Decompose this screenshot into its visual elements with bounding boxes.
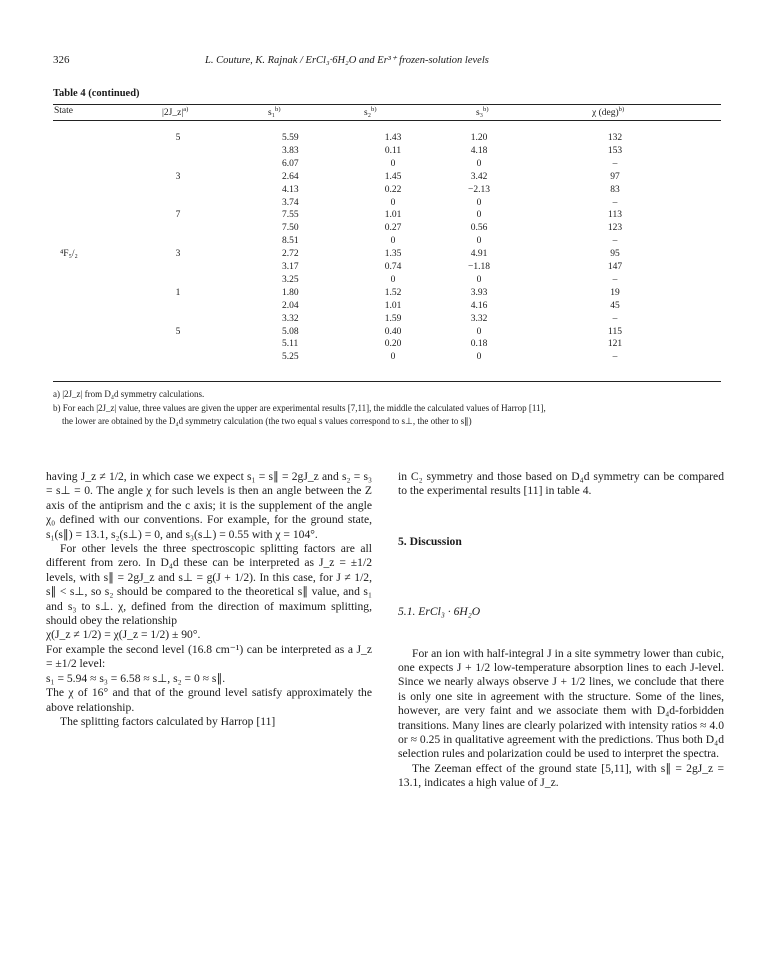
table-row xyxy=(0,172,771,185)
table-cell-chi: 97 xyxy=(610,171,620,182)
table-cell-s1: 8.51 xyxy=(282,236,299,247)
table-row xyxy=(0,327,771,340)
table-cell-chi: 123 xyxy=(607,223,623,234)
left-paragraph-2: For other levels the three spectroscopic splitting factors are all different from zero. In D₄d these can be interpreted as J_z = ±1/2 levels, with s∥ = 2gJ_z and s⊥ = g(J + 1/2). In this case, for J ≠ 1/2, s∥ < s⊥, so s₂ should be compared to the theoretical s∥ value, and s₁ and s₃ to s⊥. χ, defined from the direction of maximum splitting, should obey the relationship xyxy=(46,542,372,628)
table-row xyxy=(0,133,771,146)
table-cell-s2: 1.52 xyxy=(384,287,402,298)
table-cell-j: 5 xyxy=(175,326,181,337)
right-column xyxy=(398,470,724,791)
table-cell-s1: 2.72 xyxy=(282,249,299,260)
table-footnote-b-cont: the lower are obtained by the D₄d symmetry calculation (the two equal s values correspond to s⊥, the other to s∥) xyxy=(62,416,472,426)
subsection-heading: 5.1. ErCl₃ · 6H₂O xyxy=(398,605,481,619)
column-header-s1: s₁$^{b)}$ xyxy=(268,106,281,119)
table-cell-s1: 2.64 xyxy=(282,171,299,182)
table-cell-s1: 3.25 xyxy=(282,274,299,285)
table-cell-s3: 0 xyxy=(476,210,482,221)
table-cell-s3: 4.91 xyxy=(470,249,488,260)
table-row xyxy=(0,275,771,288)
table-cell-s3: 3.93 xyxy=(470,287,488,298)
table-cell-s2: 1.59 xyxy=(384,313,402,324)
table-row xyxy=(0,146,771,159)
table-cell-s1: 1.80 xyxy=(282,287,299,298)
table-row xyxy=(0,223,771,236)
table-cell-s3: 0 xyxy=(476,197,482,208)
left-paragraph-5: The splitting factors calculated by Harrop [11] xyxy=(60,714,276,728)
table-caption: Table 4 (continued) xyxy=(53,88,140,99)
table-cell-s3: −2.13 xyxy=(468,184,490,195)
table-cell-s3: 0.56 xyxy=(470,223,488,234)
table-cell-chi: 113 xyxy=(608,210,622,221)
table-row xyxy=(0,301,771,314)
table-row xyxy=(0,288,771,301)
table-row xyxy=(0,185,771,198)
table-cell-s2: 0 xyxy=(390,274,396,285)
table-header-rule xyxy=(53,120,721,121)
equation-second-level: s₁ = 5.94 ≈ s₃ = 6.58 ≈ s⊥, s₂ = 0 ≈ s∥. xyxy=(46,671,226,685)
table-cell-s1: 6.07 xyxy=(282,158,299,169)
running-header: L. Couture, K. Rajnak / ErCl₃·6H₂O and Er³⁺ frozen-solution levels xyxy=(205,55,489,66)
table-cell-s3: 1.20 xyxy=(470,133,488,143)
table-cell-chi: 121 xyxy=(607,339,623,350)
right-paragraph-2: For an ion with half-integral J in a site symmetry lower than cubic, one expects J + 1/2 low-temperature absorption lines to each J-level. Since we nearly always observe J + 1/2 lines, we conclude that there is only one site in agreement with the structure. Some of the lines, however, are very faint and we associate them with D₄d-forbidden transitions. Many lines are clearly polarized with intensity ratios ≈ 4.0 or ≈ 0.25 in qualitative agreement with the predictions. Thus both D₄d selection rules and polarization could be used to interpret the spectra. xyxy=(398,646,724,761)
table-row xyxy=(0,236,771,249)
table-cell-s2: 0.27 xyxy=(384,223,402,234)
table-row xyxy=(0,249,771,262)
column-header-s2: s₂$^{b)}$ xyxy=(364,106,377,119)
table-cell-s2: 0 xyxy=(390,197,396,208)
table-cell-s3: 4.18 xyxy=(470,145,488,156)
section-heading: 5. Discussion xyxy=(398,534,462,548)
right-paragraph-1: in C₂ symmetry and those based on D₄d symmetry can be compared to the experimental results [11] in table 4. xyxy=(398,470,724,498)
table-row xyxy=(0,210,771,223)
table-cell-s1: 4.13 xyxy=(282,184,299,195)
table-cell-s2: 1.35 xyxy=(384,249,402,260)
column-header-chi: χ (deg)$^{b)}$ xyxy=(592,106,625,119)
table-cell-s3: 3.42 xyxy=(470,171,488,182)
table-cell-chi: 95 xyxy=(610,249,620,260)
table-cell-s2: 0.40 xyxy=(384,326,402,337)
table-footnote-b: b) For each |2J_z| value, three values are given the upper are experimental results [7,11], the middle the calculated values of Harrop [11], xyxy=(53,403,546,413)
equation-chi-relation: χ(J_z ≠ 1/2) = χ(J_z = 1/2) ± 90°. xyxy=(46,628,201,642)
left-paragraph-4: The χ of 16° and that of the ground level satisfy approximately the above relationship. xyxy=(46,686,372,714)
table-cell-s1: 2.04 xyxy=(282,300,299,311)
table-cell-chi: – xyxy=(612,352,618,363)
table-cell-s2: 1.01 xyxy=(384,300,402,311)
table-cell-s1: 3.17 xyxy=(282,262,299,272)
table-cell-s1: 3.32 xyxy=(282,313,299,324)
right-paragraph-3: The Zeeman effect of the ground state [5,11], with s∥ = 2gJ_z = 13.1, indicates a high value of J_z. xyxy=(398,761,724,790)
table-cell-chi: 19 xyxy=(610,287,620,298)
table-cell-chi: 83 xyxy=(610,184,620,195)
table-cell-j: 7 xyxy=(175,210,181,221)
table-cell-j: 3 xyxy=(175,249,181,260)
table-cell-s2: 0 xyxy=(390,352,396,363)
table-cell-s3: 0.18 xyxy=(470,339,488,350)
table-cell-s1: 3.83 xyxy=(282,145,299,156)
table-cell-chi: – xyxy=(612,313,618,324)
table-cell-s2: 0.22 xyxy=(384,184,402,195)
table-cell-s1: 7.55 xyxy=(282,210,299,221)
table-cell-s2: 0.74 xyxy=(384,262,402,272)
left-column xyxy=(46,470,372,729)
table-top-rule xyxy=(53,104,721,105)
table-cell-chi: – xyxy=(612,274,618,285)
table-cell-state: ⁴F₅/₂ xyxy=(60,249,78,260)
table-row xyxy=(0,339,771,352)
table-cell-s3: 0 xyxy=(476,326,482,337)
table-cell-s2: 1.43 xyxy=(384,133,402,143)
table-cell-s3: 0 xyxy=(476,352,482,363)
table-cell-chi: 45 xyxy=(610,300,620,311)
table-cell-s2: 0.20 xyxy=(384,339,402,350)
table-cell-s1: 5.25 xyxy=(282,352,299,363)
column-header-2jz: $|2J\_z|^{a)}$ xyxy=(162,106,189,119)
table-cell-s1: 3.74 xyxy=(282,197,299,208)
table-cell-chi: 147 xyxy=(607,262,623,272)
table-cell-j: 3 xyxy=(175,171,181,182)
table-row xyxy=(0,352,771,365)
page-number: 326 xyxy=(53,54,70,66)
column-header-state: State xyxy=(54,106,73,116)
table-bottom-rule xyxy=(53,381,721,382)
table-cell-s3: 3.32 xyxy=(470,313,488,324)
table-cell-j: 1 xyxy=(175,287,181,298)
table-cell-s3: 4.16 xyxy=(470,300,488,311)
table-cell-s2: 0 xyxy=(390,158,396,169)
table-cell-chi: 153 xyxy=(607,145,623,156)
table-cell-s2: 0 xyxy=(390,236,396,247)
table-cell-chi: 115 xyxy=(608,326,622,337)
table-cell-chi: 132 xyxy=(607,133,623,143)
table-cell-s2: 0.11 xyxy=(384,145,402,156)
table-row xyxy=(0,159,771,172)
table-footnote-a: a) |2J_z| from D₄d symmetry calculations. xyxy=(53,389,205,399)
table-cell-j: 5 xyxy=(175,133,181,143)
left-paragraph-3: For example the second level (16.8 cm⁻¹) can be interpreted as a J_z = ±1/2 level: xyxy=(46,642,372,671)
table-row xyxy=(0,198,771,211)
table-cell-s3: 0 xyxy=(476,236,482,247)
table-cell-s1: 5.59 xyxy=(282,133,299,143)
table-cell-s2: 1.45 xyxy=(384,171,402,182)
table-cell-chi: – xyxy=(612,236,618,247)
table-cell-s3: 0 xyxy=(476,158,482,169)
table-cell-chi: – xyxy=(612,158,618,169)
table-cell-s1: 7.50 xyxy=(282,223,299,234)
table-row xyxy=(0,314,771,327)
table-cell-s1: 5.08 xyxy=(282,326,299,337)
column-header-s3: s₃$^{b)}$ xyxy=(476,106,489,119)
table-cell-s1: 5.11 xyxy=(282,339,299,350)
table-cell-s3: −1.18 xyxy=(468,262,490,272)
table-row xyxy=(0,262,771,275)
table-cell-chi: – xyxy=(612,197,618,208)
left-paragraph-1: having J_z ≠ 1/2, in which case we expect s₁ = s∥ = 2gJ_z and s₂ = s₃ = s⊥ = 0. The angle χ for such levels is then an angle between the Z axis of the antiprism and the c axis; it is the supplement of the angle χ₀ defined with our conventions. For example, for the ground state, s₁(s∥) = 13.1, s₂(s⊥) = 0, and s₃(s⊥) = 0.55 with χ = 104°. xyxy=(46,470,372,541)
table-cell-s2: 1.01 xyxy=(384,210,402,221)
table-cell-s3: 0 xyxy=(476,274,482,285)
